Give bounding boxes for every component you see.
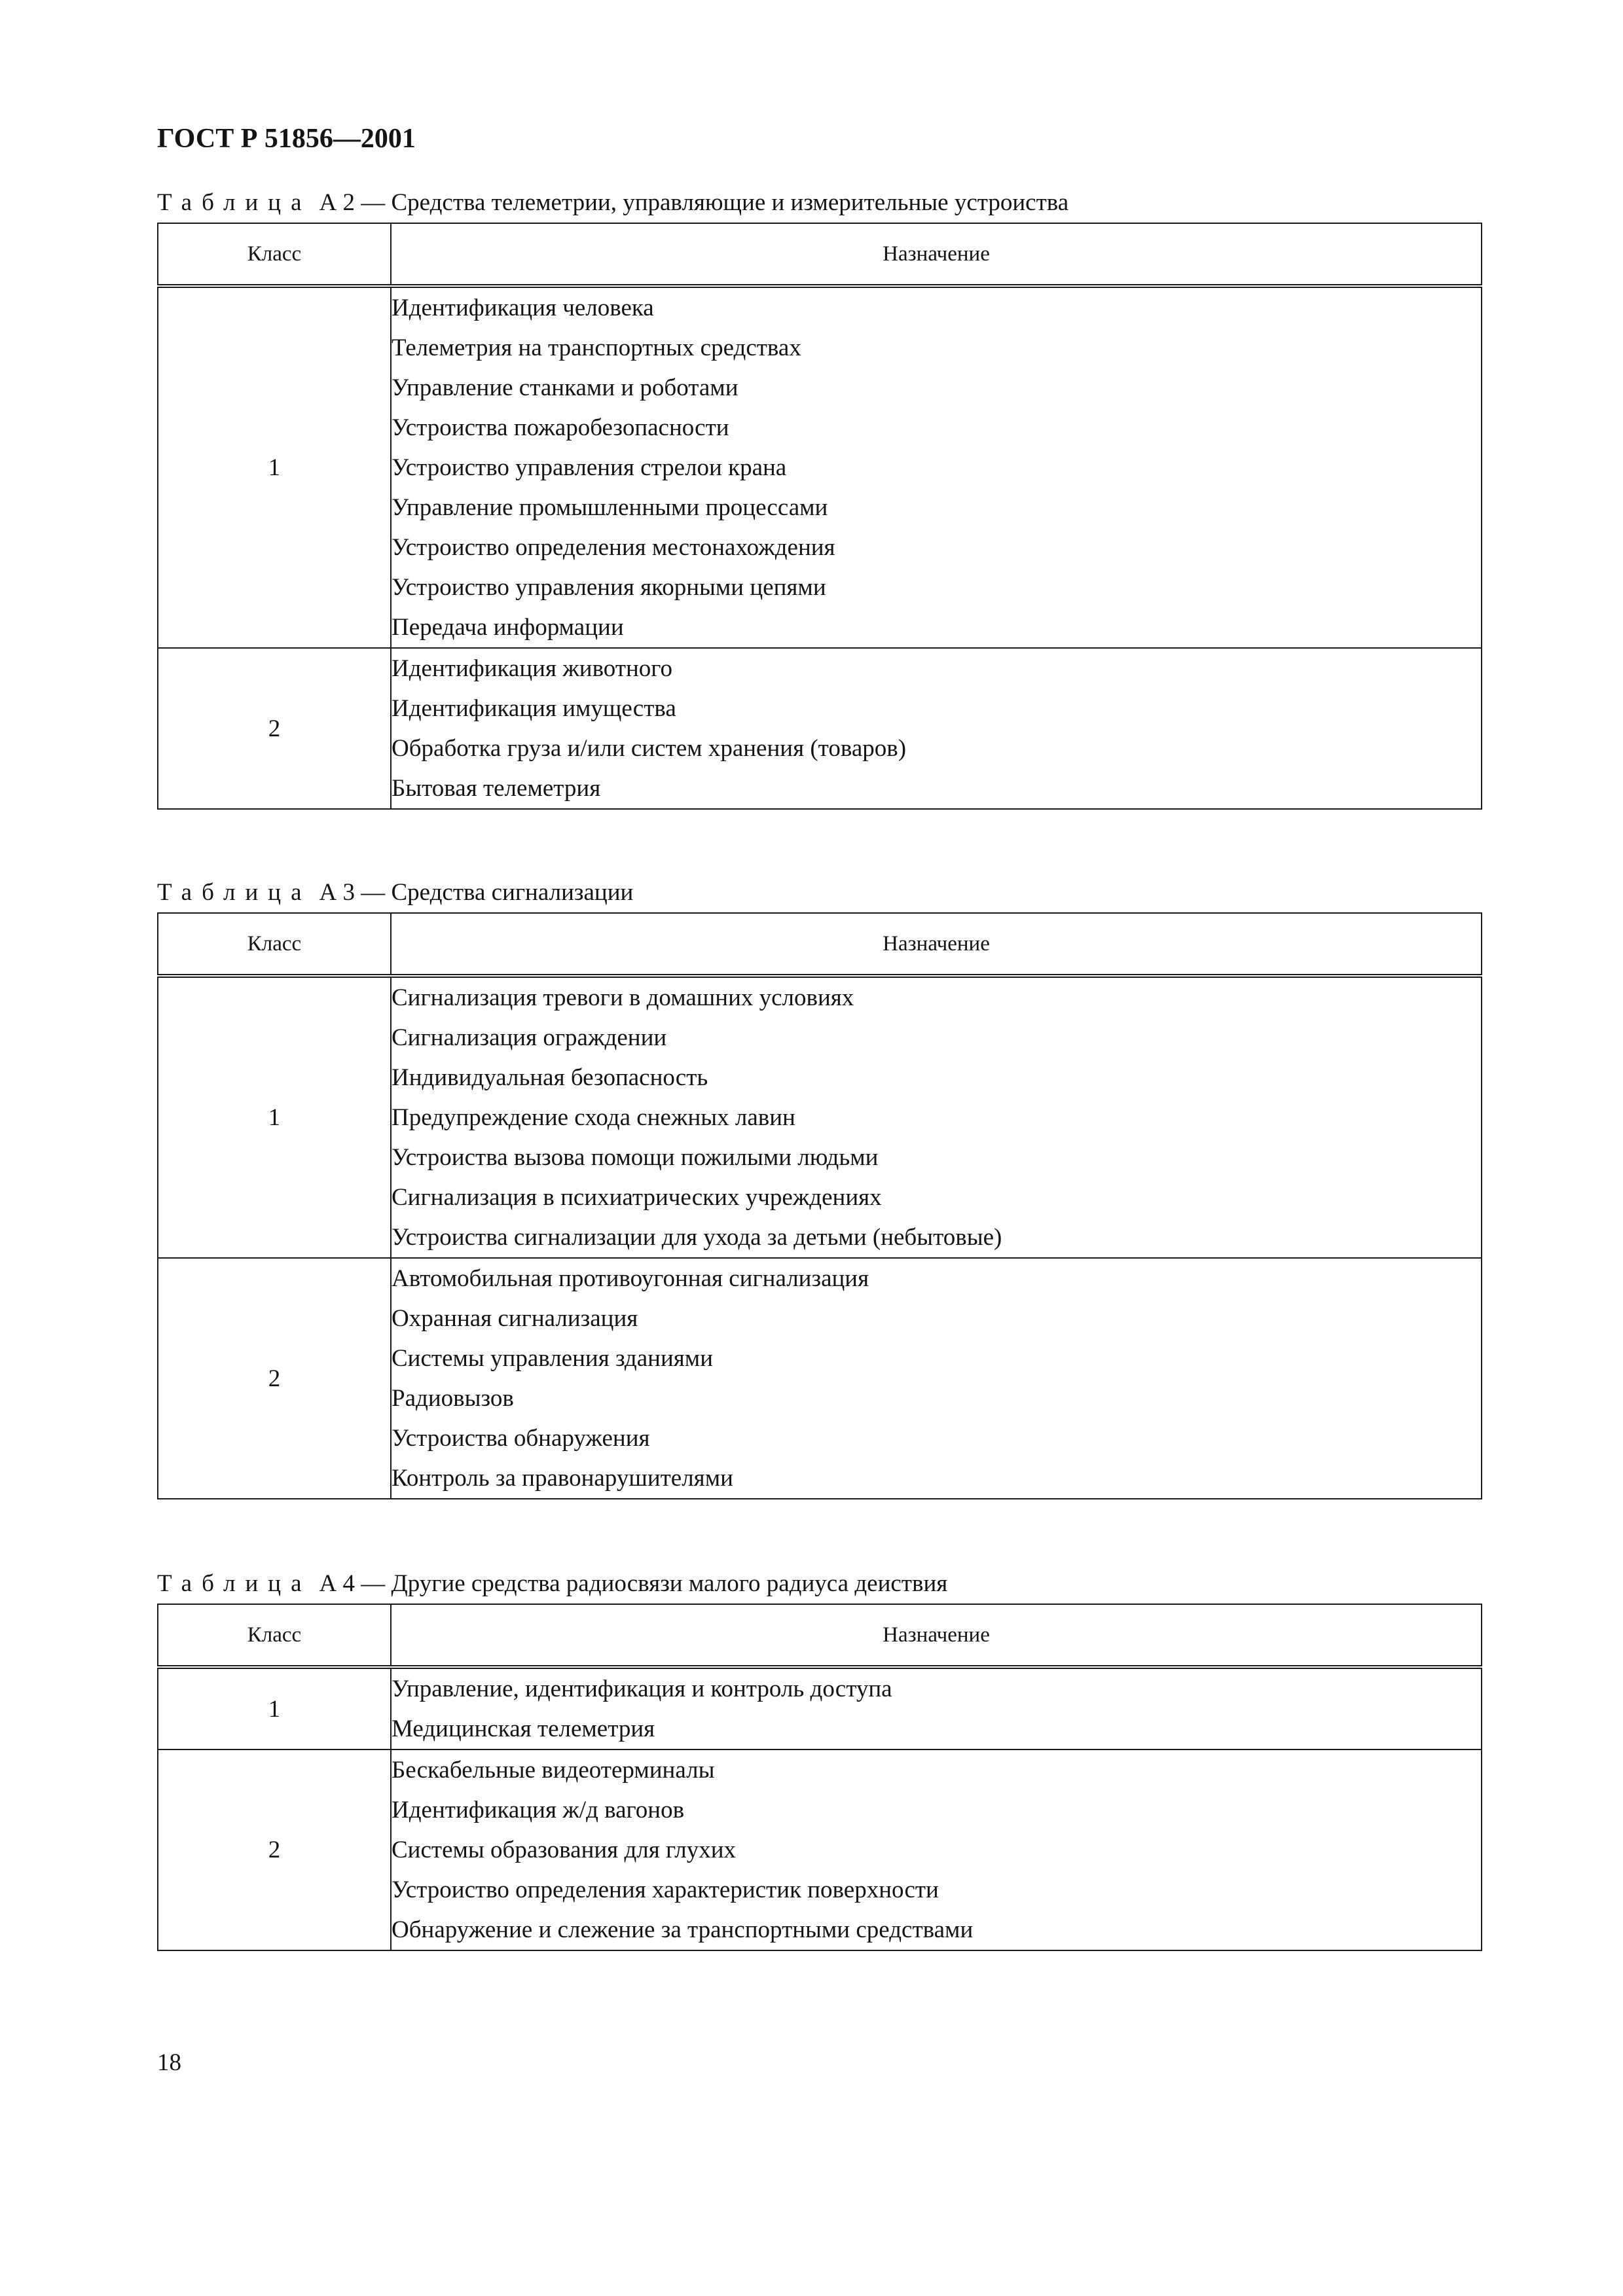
column-header-class: Класс <box>158 1604 391 1667</box>
purpose-item: Медицинская телеметрия <box>392 1715 655 1742</box>
purpose-item: Предупреждение схода снежных лавин <box>392 1104 795 1131</box>
purpose-item: Идентификация ж/д вагонов <box>392 1797 685 1823</box>
purpose-item: Автомобильная противоугонная сигнализация <box>392 1265 869 1292</box>
table-header-row <box>158 1604 1482 1667</box>
purpose-item: Устроиства сигнализации для ухода за детьми (небытовые) <box>392 1224 1002 1251</box>
purpose-item: Бескабельные видеотерминалы <box>392 1757 715 1784</box>
table-block-2 <box>157 873 1481 1499</box>
table-row <box>158 648 1482 809</box>
class-cell: 1 <box>158 286 391 648</box>
document-header: ГОСТ Р 51856—2001 <box>157 124 416 154</box>
purpose-item: Устроиство управления стрелои крана <box>392 454 787 481</box>
purpose-item: Управление промышленными процессами <box>392 494 828 521</box>
purpose-item: Идентификация имущества <box>392 695 676 722</box>
purpose-item: Сигнализация в психиатрических учреждениях <box>392 1184 882 1211</box>
table-block-3 <box>157 1564 1481 1951</box>
table-caption-label: Таблица <box>157 879 312 906</box>
class-cell: 1 <box>158 976 391 1258</box>
column-header-class: Класс <box>158 913 391 976</box>
purpose-item: Радиовызов <box>392 1385 514 1412</box>
purpose-item: Системы образования для глухих <box>392 1837 737 1863</box>
data-table <box>157 223 1482 810</box>
purpose-item: Бытовая телеметрия <box>392 775 601 802</box>
table-caption <box>157 1564 1481 1604</box>
table-header-row <box>158 223 1482 286</box>
table-caption-label: Таблица <box>157 189 312 216</box>
purpose-item: Системы управления зданиями <box>392 1345 714 1372</box>
purpose-item: Сигнализация ограждении <box>392 1024 667 1051</box>
purpose-item: Устроиство определения характеристик поверхности <box>392 1876 939 1903</box>
class-cell: 2 <box>158 1258 391 1499</box>
column-header-purpose: Назначение <box>391 1604 1482 1667</box>
data-table <box>157 1604 1482 1951</box>
table-row <box>158 1749 1482 1950</box>
purpose-item: Индивидуальная безопасность <box>392 1064 708 1091</box>
table-row <box>158 976 1482 1258</box>
purpose-item: Передача информации <box>392 614 624 641</box>
purpose-cell <box>391 286 1482 648</box>
purpose-item: Обработка груза и/или систем хранения (товаров) <box>392 735 907 762</box>
purpose-item: Устроиства пожаробезопасности <box>392 414 729 441</box>
purpose-cell <box>391 1258 1482 1499</box>
column-header-class: Класс <box>158 223 391 286</box>
purpose-cell <box>391 1749 1482 1950</box>
purpose-cell <box>391 648 1482 809</box>
column-header-purpose: Назначение <box>391 913 1482 976</box>
purpose-cell <box>391 976 1482 1258</box>
class-cell: 2 <box>158 1749 391 1950</box>
purpose-item: Контроль за правонарушителями <box>392 1465 733 1492</box>
table-caption <box>157 183 1481 223</box>
purpose-item: Устроиства обнаружения <box>392 1425 650 1452</box>
purpose-item: Охранная сигнализация <box>392 1305 638 1332</box>
purpose-item: Устроиство управления якорными цепями <box>392 574 826 601</box>
column-header-purpose: Назначение <box>391 223 1482 286</box>
table-row <box>158 286 1482 648</box>
table-caption-text: А 3 — Средства сигнализации <box>319 879 634 906</box>
purpose-item: Идентификация животного <box>392 655 673 682</box>
table-row <box>158 1258 1482 1499</box>
purpose-cell <box>391 1667 1482 1749</box>
table-caption <box>157 873 1481 912</box>
table-caption-text: А 4 — Другие средства радиосвязи малого радиуса деиствия <box>319 1570 948 1597</box>
purpose-item: Устроиства вызова помощи пожилыми людьми <box>392 1144 879 1171</box>
table-block-1 <box>157 183 1481 810</box>
purpose-item: Управление станками и роботами <box>392 374 739 401</box>
data-table <box>157 912 1482 1499</box>
purpose-item: Управление, идентификация и контроль доступа <box>392 1676 892 1702</box>
class-cell: 1 <box>158 1667 391 1749</box>
purpose-item: Телеметрия на транспортных средствах <box>392 334 801 361</box>
purpose-item: Обнаружение и слежение за транспортными средствами <box>392 1916 974 1943</box>
page-number: 18 <box>157 2049 181 2076</box>
purpose-item: Устроиство определения местонахождения <box>392 534 835 561</box>
table-caption-text: А 2 — Средства телеметрии, управляющие и измерительные устроиства <box>319 189 1069 216</box>
purpose-item: Идентификация человека <box>392 295 654 321</box>
class-cell: 2 <box>158 648 391 809</box>
purpose-item: Сигнализация тревоги в домашних условиях <box>392 984 854 1011</box>
table-header-row <box>158 913 1482 976</box>
table-caption-label: Таблица <box>157 1570 312 1597</box>
table-row <box>158 1667 1482 1749</box>
